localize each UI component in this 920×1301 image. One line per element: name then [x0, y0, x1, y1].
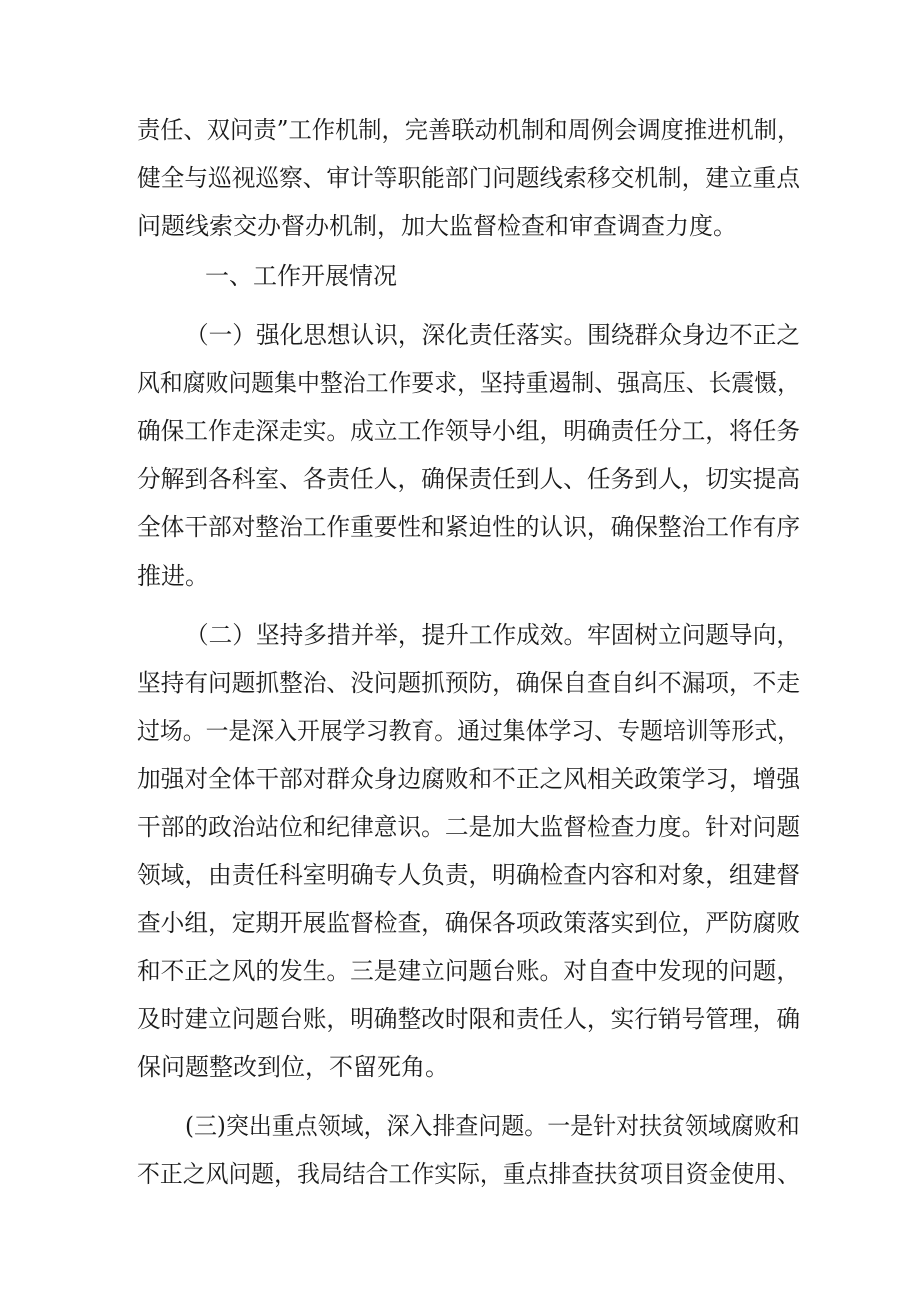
paragraph-line: 领域，由责任科室明确专人负责，明确检查内容和对象，组建督: [137, 861, 800, 889]
section-heading: 一、工作开展情况: [205, 262, 397, 290]
intro-line: 责任、双问责”工作机制，完善联动机制和周例会调度推进机制，: [137, 116, 801, 144]
paragraph-line: 分解到各科室、各责任人，确保责任到人、任务到人，切实提高: [137, 465, 800, 493]
intro-line: 健全与巡视巡察、审计等职能部门问题线索移交机制，建立重点: [137, 164, 800, 192]
paragraph-line: 全体干部对整治工作重要性和紧迫性的认识，确保整治工作有序: [137, 513, 800, 541]
paragraph-line: (三)突出重点领域，深入排查问题。一是针对扶贫领域腐败和: [185, 1112, 800, 1140]
intro-line: 问题线索交办督办机制，加大监督检查和审查调查力度。: [137, 212, 737, 240]
paragraph-line: 不正之风问题，我局结合工作实际，重点排查扶贫项目资金使用、: [137, 1160, 801, 1188]
paragraph-line: 及时建立问题台账，明确整改时限和责任人，实行销号管理，确: [137, 1005, 800, 1033]
paragraph-line: 干部的政治站位和纪律意识。二是加大监督检查力度。针对问题: [137, 813, 800, 841]
paragraph-line: 确保工作走深走实。成立工作领导小组，明确责任分工，将任务: [137, 417, 800, 445]
paragraph-line: 推进。: [137, 562, 209, 590]
paragraph-line: 风和腐败问题集中整治工作要求，坚持重遏制、强高压、长震慑，: [137, 369, 801, 397]
paragraph-line: 加强对全体干部对群众身边腐败和不正之风相关政策学习，增强: [137, 765, 800, 793]
paragraph-line: （二）坚持多措并举，提升工作成效。牢固树立问题导向，: [185, 621, 801, 649]
paragraph-line: （一）强化思想认识，深化责任落实。围绕群众身边不正之: [185, 321, 801, 349]
paragraph-line: 坚持有问题抓整治、没问题抓预防，确保自查自纠不漏项，不走: [137, 669, 800, 697]
paragraph-line: 查小组，定期开展监督检查，确保各项政策落实到位，严防腐败: [137, 909, 800, 937]
paragraph-line: 过场。一是深入开展学习教育。通过集体学习、专题培训等形式，: [137, 717, 801, 745]
paragraph-line: 和不正之风的发生。三是建立问题台账。对自查中发现的问题，: [137, 957, 800, 985]
paragraph-line: 保问题整改到位，不留死角。: [137, 1053, 449, 1081]
